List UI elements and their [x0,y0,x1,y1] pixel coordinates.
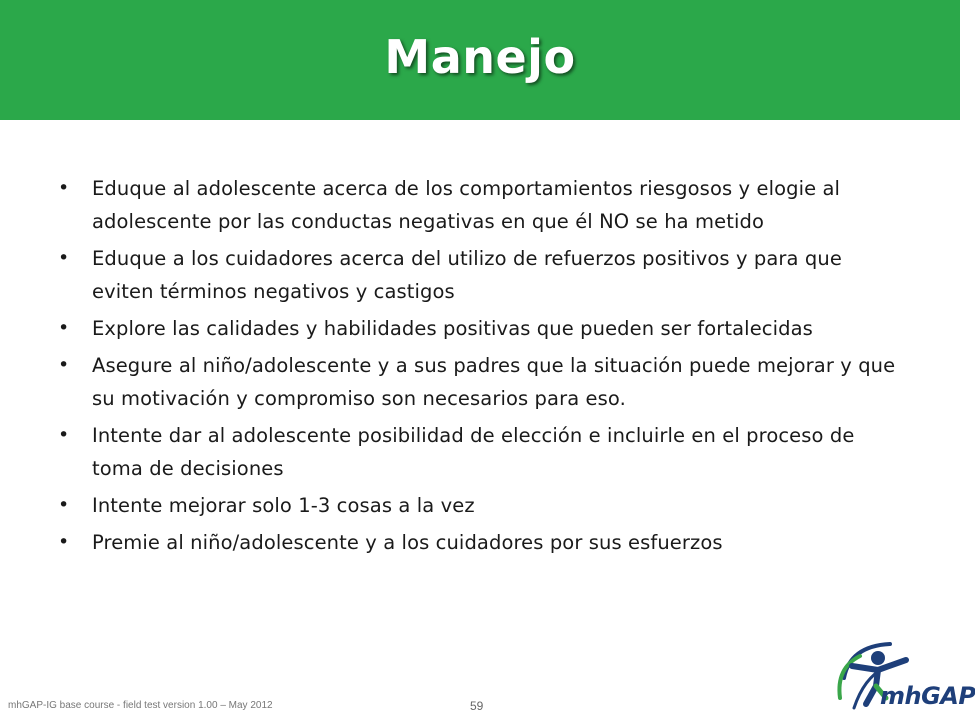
list-item [58,242,908,308]
bullet-text: Explore las calidades y habilidades positivas que pueden ser fortalecidas [92,317,813,340]
slide-title: Manejo [384,30,576,84]
bullet-list [58,172,908,563]
bullet-dot: • [58,247,70,269]
list-item [58,172,908,238]
footer-course-text: mhGAP-IG base course - field test version 1.00 – May 2012 [8,700,273,711]
logo-wordmark: mhGAP [880,682,975,710]
list-item [58,349,908,415]
list-item [58,526,908,559]
bullet-text: Eduque a los cuidadores acerca del utilizo de refuerzos positivos y para que eviten términos negativos y castigos [92,247,842,303]
bullet-text: Premie al niño/adolescente y a los cuidadores por sus esfuerzos [92,531,723,554]
list-item [58,312,908,345]
page-number: 59 [470,699,484,713]
bullet-text: Eduque al adolescente acerca de los comportamientos riesgosos y elogie al adolescente por las conductas negativas en que él NO se ha metido [92,177,841,233]
bullet-dot: • [58,354,70,376]
bullet-dot: • [58,531,70,553]
bullet-dot: • [58,317,70,339]
bullet-dot: • [58,177,70,199]
bullet-text: Intente dar al adolescente posibilidad de elección e incluirle en el proceso de toma de decisiones [92,424,855,480]
list-item [58,419,908,485]
list-item [58,489,908,522]
bullet-dot: • [58,494,70,516]
bullet-dot: • [58,424,70,446]
bullet-text: Intente mejorar solo 1-3 cosas a la vez [92,494,475,517]
bullet-text: Asegure al niño/adolescente y a sus padres que la situación puede mejorar y que su motivación y compromiso son necesarios para eso. [92,354,896,410]
